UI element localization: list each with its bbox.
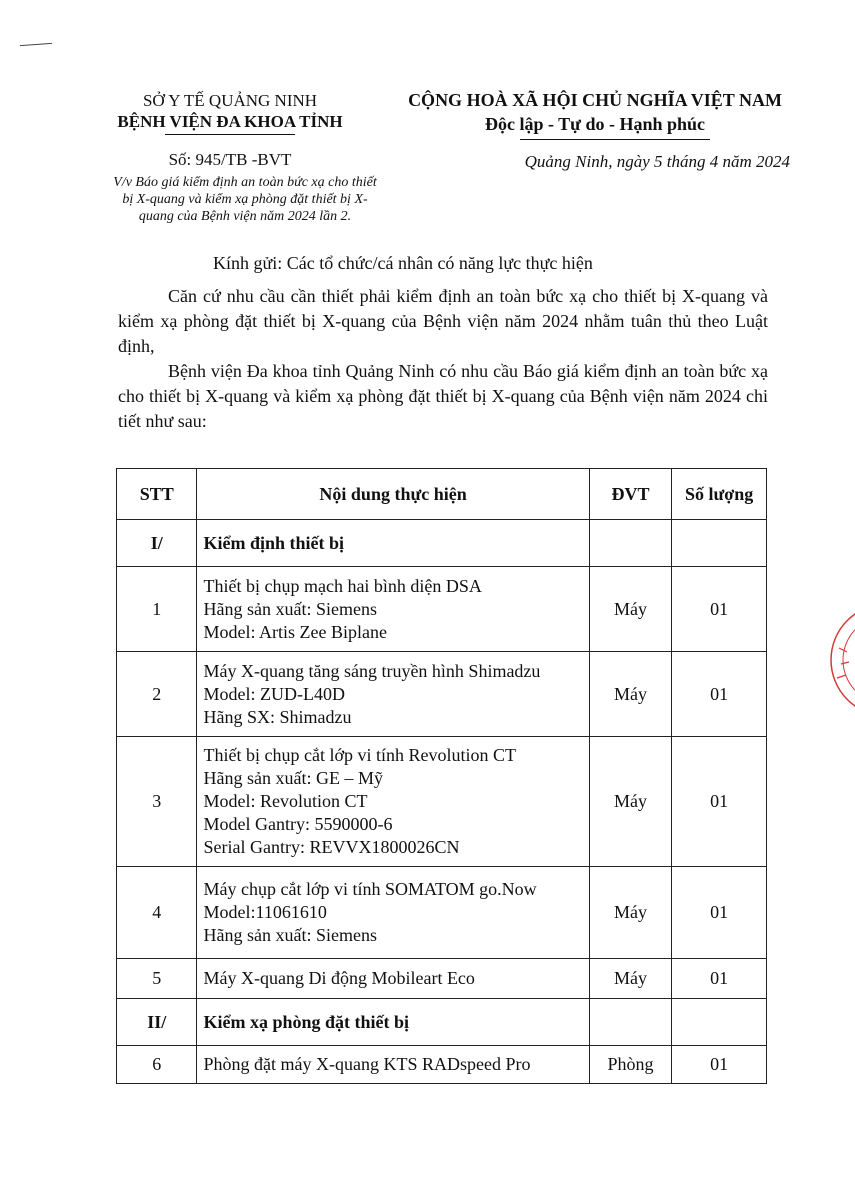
content-line: Hãng sản xuất: Siemens <box>203 925 377 945</box>
content-line: Hãng sản xuất: Siemens <box>203 598 377 619</box>
row-quantity: 01 <box>672 652 767 737</box>
place-date: Quảng Ninh, ngày 5 tháng 4 năm 2024 <box>524 152 790 171</box>
row-unit: Máy <box>589 737 672 867</box>
table-row <box>117 867 767 959</box>
content-line: Máy X-quang Di động Mobileart Eco <box>203 968 475 988</box>
empty-cell <box>589 999 672 1046</box>
row-unit: Máy <box>589 959 672 999</box>
row-content <box>197 867 589 959</box>
content-line: Thiết bị chụp mạch hai bình diện DSA <box>203 575 482 596</box>
row-number: 3 <box>117 737 197 867</box>
row-quantity: 01 <box>672 867 767 959</box>
subject-line: bị X-quang và kiểm xạ phòng đặt thiết bị X- <box>122 192 368 207</box>
row-content <box>197 959 589 999</box>
ministry-name: SỞ Y TẾ QUẢNG NINH <box>142 91 318 110</box>
table-row <box>117 1046 767 1084</box>
row-number: 5 <box>117 959 197 999</box>
stamp-marks <box>837 648 849 678</box>
content-line: Model:11061610 <box>203 902 327 922</box>
section-title: Kiểm định thiết bị <box>197 520 589 567</box>
section-title: Kiểm xạ phòng đặt thiết bị <box>197 999 589 1046</box>
header-content: Nội dung thực hiện <box>197 469 589 520</box>
issuer-block <box>100 90 360 132</box>
motto-underline <box>520 139 710 140</box>
paragraph-text: Bệnh viện Đa khoa tỉnh Quảng Ninh có nhu cầu Báo giá kiểm định an toàn bức xạ cho thiết bị X-quang và kiểm xạ phòng đặt thiết bị X-quang của Bệnh viện năm 2024 chi tiết như sau: <box>118 361 768 431</box>
row-quantity: 01 <box>672 959 767 999</box>
empty-cell <box>589 520 672 567</box>
content-line: Model: ZUD-L40D <box>203 683 345 704</box>
table-row <box>117 652 767 737</box>
content-line: Máy chụp cắt lớp vi tính SOMATOM go.Now <box>203 879 537 899</box>
nation-block <box>395 88 795 136</box>
issuer-underline <box>165 134 295 135</box>
table-row <box>117 959 767 999</box>
content-line: Thiết bị chụp cắt lớp vi tính Revolution CT <box>203 745 516 765</box>
row-quantity: 01 <box>672 567 767 652</box>
document-number: Số: 945/TB -BVT <box>168 150 292 169</box>
row-unit: Máy <box>589 567 672 652</box>
row-content <box>197 1046 589 1084</box>
nation-motto: Độc lập - Tự do - Hạnh phúc <box>484 114 706 134</box>
section-row <box>117 520 767 567</box>
subject-block <box>100 174 390 225</box>
nation-name: CỘNG HOÀ XÃ HỘI CHỦ NGHĨA VIỆT NAM <box>408 90 782 110</box>
row-unit: Máy <box>589 867 672 959</box>
paragraph-request <box>118 359 768 434</box>
stamp-inner-ring <box>843 616 855 704</box>
row-number: 4 <box>117 867 197 959</box>
red-stamp-fragment <box>817 600 855 720</box>
paragraph-text: Căn cứ nhu cầu cần thiết phải kiểm định an toàn bức xạ cho thiết bị X-quang và kiểm xạ phòng đặt thiết bị X-quang của Bệnh viện năm 2024 nhằm tuân thủ theo Luật định, <box>118 286 768 356</box>
content-line: Máy X-quang tăng sáng truyền hình Shimadzu <box>203 660 541 681</box>
section-number: II/ <box>117 999 197 1046</box>
content-line: Phòng đặt máy X-quang KTS RADspeed Pro <box>203 1054 531 1074</box>
row-unit: Máy <box>589 652 672 737</box>
table-row <box>117 737 767 867</box>
hospital-name: BỆNH VIỆN ĐA KHOA TỈNH <box>117 112 343 131</box>
section-number: I/ <box>117 520 197 567</box>
row-content <box>197 567 589 652</box>
content-line: Model Gantry: 5590000-6 <box>203 814 393 834</box>
row-number: 6 <box>117 1046 197 1084</box>
row-quantity: 01 <box>672 737 767 867</box>
row-content <box>197 652 589 737</box>
table-header-row <box>117 469 767 520</box>
header-stt: STT <box>117 469 197 520</box>
row-unit: Phòng <box>589 1046 672 1084</box>
service-table <box>116 468 767 1084</box>
scan-mark <box>20 43 52 46</box>
subject-line: quang của Bệnh viện năm 2024 lần 2. <box>138 209 352 224</box>
content-line: Model: Revolution CT <box>203 791 368 811</box>
section-row <box>117 999 767 1046</box>
row-content <box>197 737 589 867</box>
row-number: 1 <box>117 567 197 652</box>
content-line: Hãng SX: Shimadzu <box>203 706 352 727</box>
content-line: Model: Artis Zee Biplane <box>203 621 387 642</box>
empty-cell <box>672 520 767 567</box>
stamp-graphic <box>817 600 855 720</box>
row-quantity: 01 <box>672 1046 767 1084</box>
header-quantity: Số lượng <box>672 469 767 520</box>
content-line: Serial Gantry: REVVX1800026CN <box>203 837 460 857</box>
subject-line: V/v Báo giá kiểm định an toàn bức xạ cho thiết <box>113 175 377 190</box>
content-line: Hãng sản xuất: GE – Mỹ <box>203 768 383 788</box>
table-row <box>117 567 767 652</box>
row-number: 2 <box>117 652 197 737</box>
paragraph-basis <box>118 284 768 359</box>
empty-cell <box>672 999 767 1046</box>
recipient-line: Kính gửi: Các tổ chức/cá nhân có năng lực thực hiện <box>213 253 593 273</box>
header-unit: ĐVT <box>589 469 672 520</box>
